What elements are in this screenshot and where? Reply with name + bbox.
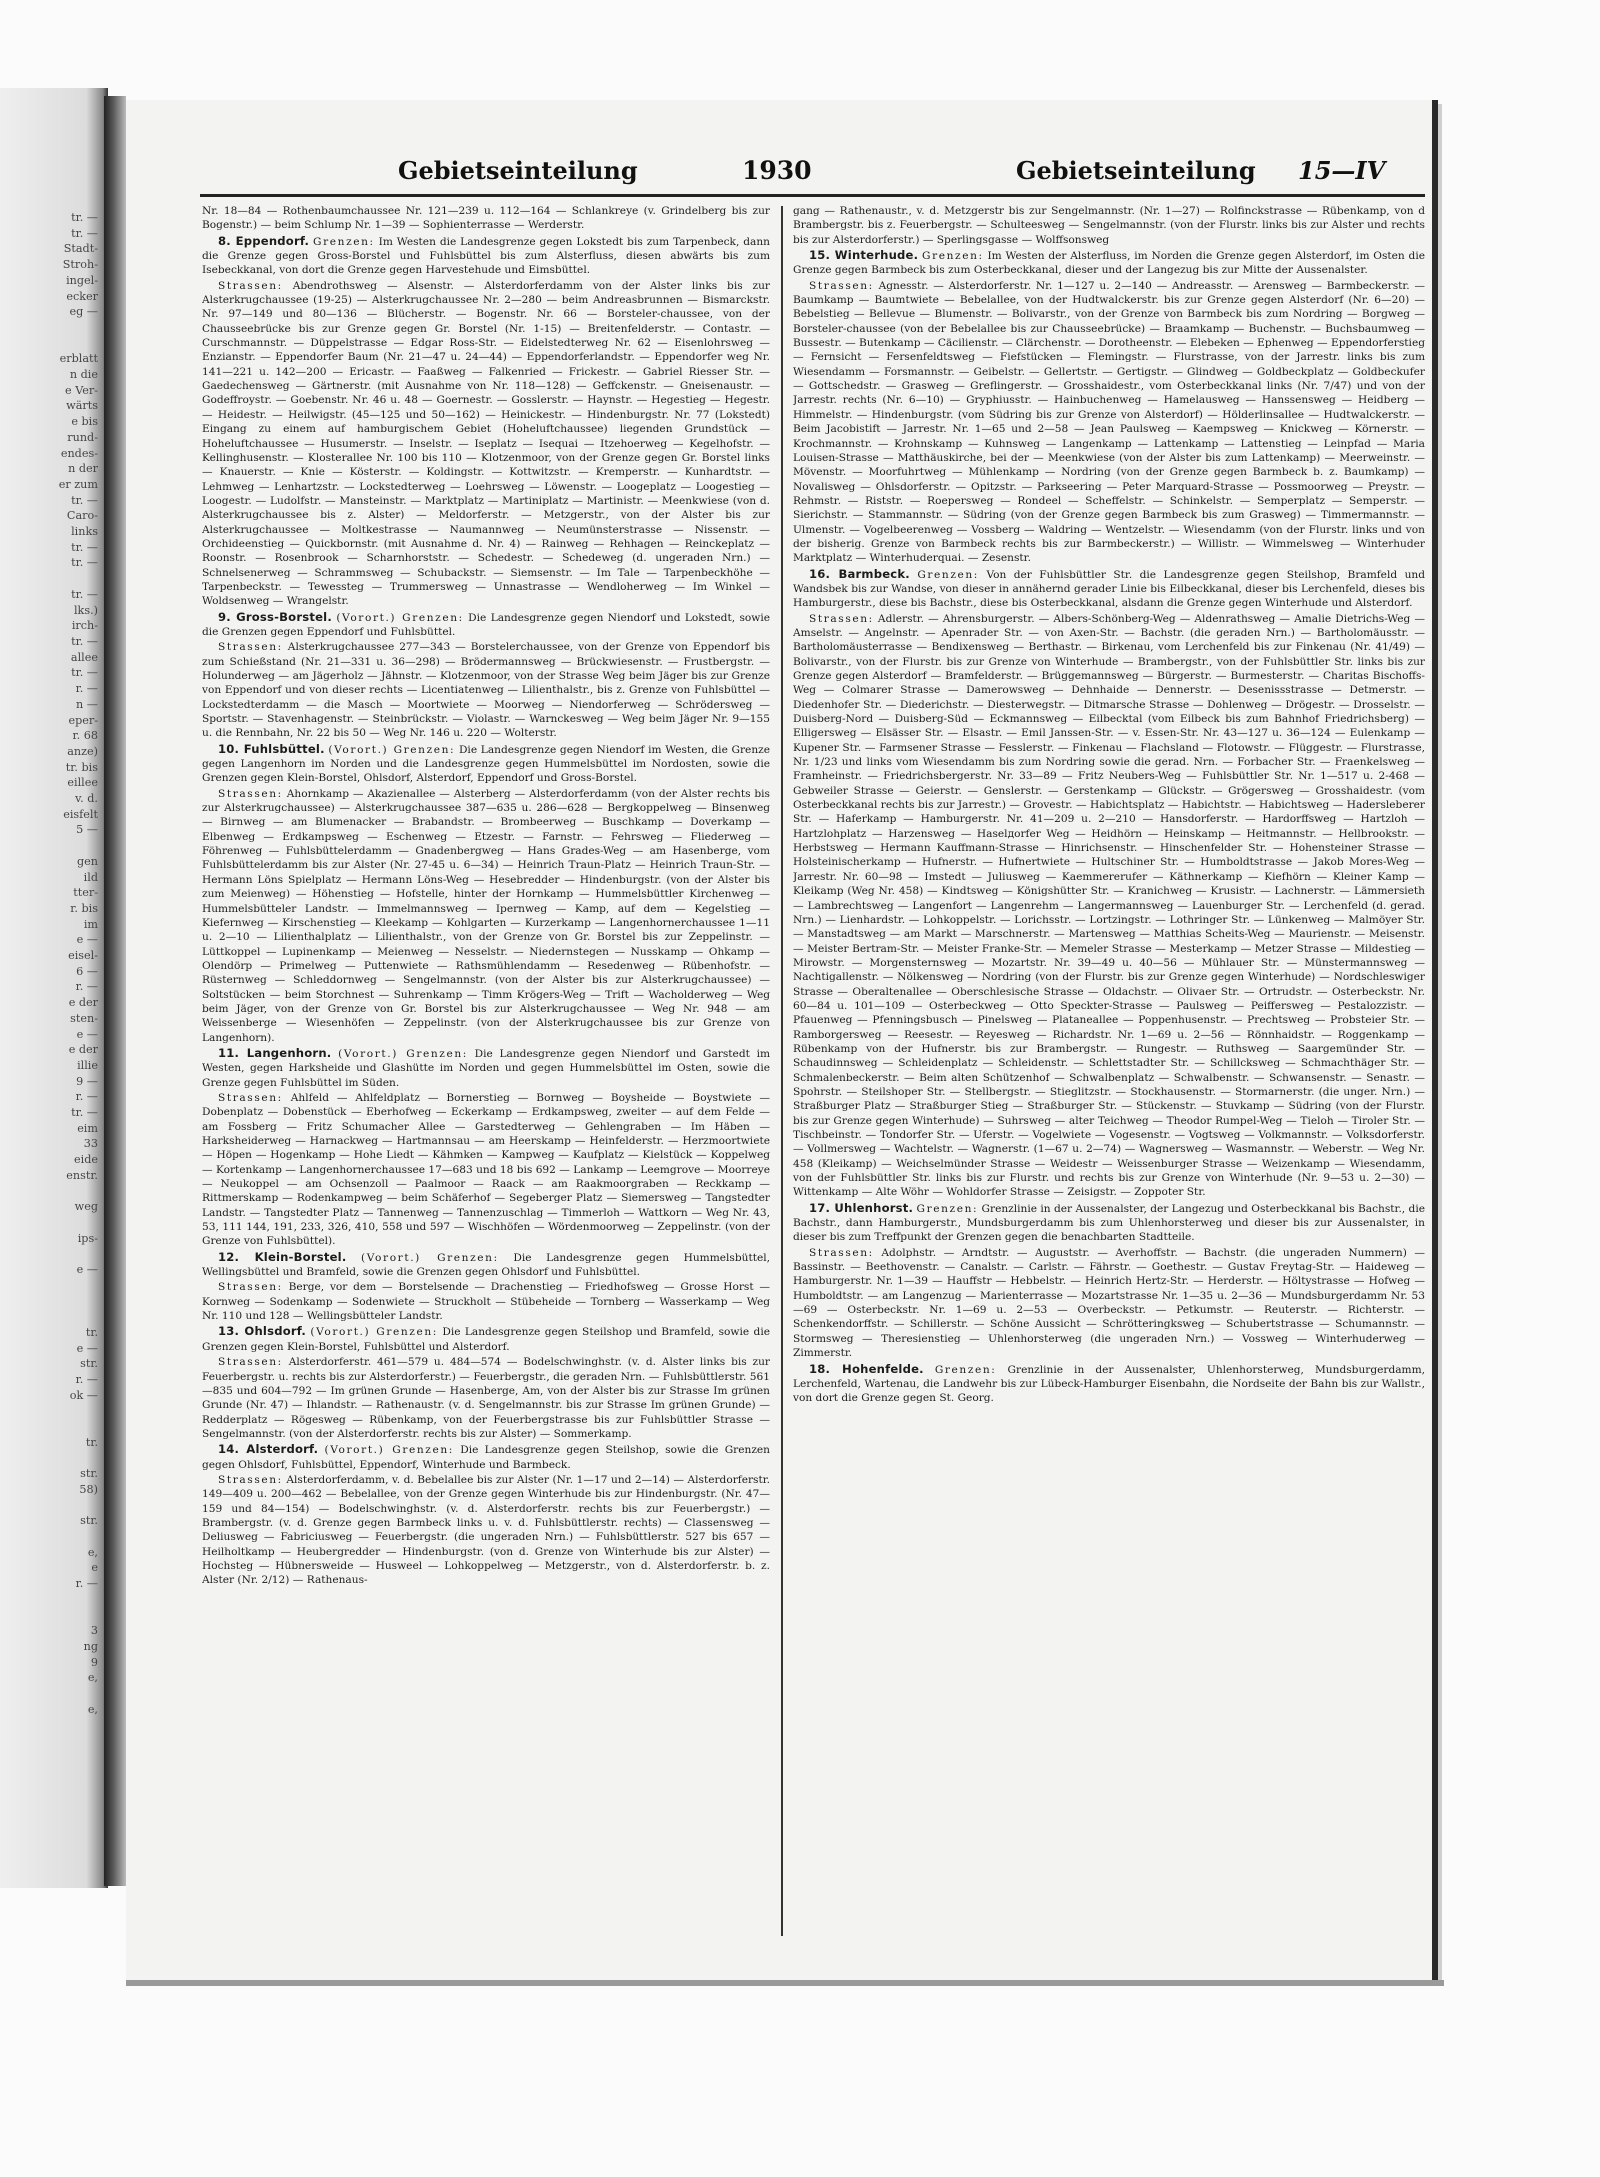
- paragraph-body: Adolphstr. — Arndtstr. — Auguststr. — Averhoffstr. — Bachstr. (die ungeraden Nummern) — Bassinstr. — Beethovenstr. — Canalstr. — Carlstr. — Fährstr. — Goethestr. — Gustav Freytag-Str. — Haideweg — Hamburgerstr. Nr. 1—39 — Hauffstr — Hebbelstr. — Heinrich Hertz-Str. — Herderstr. — Höltystrasse — Hofweg — Humboldtstr. — am Langenzug — Marienterrasse — Mozartstrasse Nr. 1—35 u. 2—36 — Mundsburgerdamm Nr. 53—69 — Osterbeckstr. Nr. 1—69 u. 2—53 — Overbeckstr. — Petkumstr. — Reuterstr. — Richterstr. — Schenkendorffstr. — Schillerstr. — Schöne Aussicht — Schrötteringksweg — Schubertstrasse — Schumannstr. — Stormsweg — Theresienstieg — Uhlenhorsterweg (die ungeraden Nrn.) — Vossweg — Winterhuderweg — Zimmerstr.: [793, 1246, 1425, 1360]
- facing-page-fragment: enstr.: [66, 1168, 98, 1182]
- paragraph-label: (Vorort.) Grenzen:: [361, 1251, 499, 1264]
- paragraph-body: Die Landesgrenze gegen Niendorf und Garstedt im Westen, gegen Harksheide und Glashütte im Norden und gegen Hummelsbüttel im Osten, sowie die Grenze gegen Fuhlsbüttel im Süden.: [202, 1047, 770, 1089]
- paragraph-label: Strassen:: [218, 641, 283, 654]
- paragraph-label: Strassen:: [809, 279, 874, 292]
- paragraph-body: Agnesstr. — Alsterdorferstr. Nr. 1—127 u. 2—140 — Andreasstr. — Arensweg — Barmbeckerstr. — Baumkamp — Baumtwiete — Bebelallee, von der Hudtwalckerstr. bis zur Grenze gegen Alsterdorf (Nr. 6—20) — Bebelstieg — Bellevue — Blumenstr. — Bolivarstr., von der Grenze von Barmbeck bis zum Nordring — Borgweg — Borsteler-chaussee (von der Bebelallee bis zur Chausseebrücke) — Braamkamp — Buchenstr. — Buchsbaumweg — Bussestr. — Butenkamp — Cäcilienstr. — Clärchenstr. — Dorotheenstr. — Elebeken — Ephenweg — Eppendorferstieg — Fernsicht — Fersenfeldtsweg — Fiefstücken — Flemingstr. — Flurstrasse, von der Jarrestr. links bis zum Wiesendamm — Forsmannstr. — Geibelstr. — Gellertstr. — Gertigstr. — Glindweg — Goldbeckplatz — Goldbeckufer — Gottschedstr. — Grasweg — Greflingerstr. — Grosshaidestr., vom Osterbeckkanal links (Nr. 7/47) und von der Jarrestr. rechts (Nr. 6—10) — Gryphiusstr. — Hainbuchenweg — Hamelausweg — Hanssensweg — Heidberg — Himmelstr. — Hindenburgstr. (vom Südring bis zur Grenze von Alsterdorf) — Hölderlinsallee — Hudtwalckerstr. — Beim Jacobistift — Jarrestr. Nr. 1—65 und 2—58 — Jean Paulsweg — Kaempsweg — Knickweg — Körnerstr. — Krochmannstr. — Krohnskamp — Kuhnsweg — Langenkamp — Lattenkamp — Lattenstieg — Leinpfad — Maria Louisen-Strasse — Matthäuskirche, bei der — Meenkwiese (von der Alster bis zum Lattenkamp) — Meerweinstr. — Mövenstr. — Moorfuhrtweg — Mühlenkamp — Nordring (von der Grenze gegen Barmbeck b. z. Baumkamp) — Novalisweg — Ohlsdorferstr. — Opitzstr. — Parkseering — Peter Marquard-Strasse — Possmoorweg — Preystr. — Rehmstr. — Riststr. — Roepersweg — Rondeel — Scheffelstr. — Schinkelstr. — Semperplatz — Semperstr. — Sierichstr. — Stammannstr. — Südring (von der Grenze gegen Barmbeck bis zum Grasweg) — Timmermannstr. — Ulmenstr. — Vogelbeerenweg — Vossberg — Waldring — Wentzelstr. — Wiesendamm (von der Flurstr. links und von der bisherig. Grenze von Barmbeck rechts bis zur Barmbeckerstr.) — Willistr. — Wimmelsweg — Winterhuder Marktplatz — Winterhuderquai. — Zesenstr.: [793, 279, 1425, 565]
- paragraph-label: (Vorort.) Grenzen:: [336, 611, 464, 624]
- facing-page-fragment: [6, 1592, 102, 1608]
- paragraph-body: Abendrothsweg — Alsenstr. — Alsterdorferdamm von der Alster links bis zur Alsterkrugchaussee (19-25) — Alsterkrugchaussee Nr. 2—280 — beim Andreasbrunnen — Bismarckstr. Nr. 97—149 und 80—136 — Blücherstr. — Bogenstr. Nr. 66 — Borsteler-chaussee, von der Chausseebrücke bis zur Grenze gegen Gr. Borstel (Nr. 1-15) — Breitenfelderstr. — Contastr. — Curschmannstr. — Düppelstrasse — Edgar Ross-Str. — Eidelstedterweg Nr. 62 — Eisenlohrsweg — Enzianstr. — Eppendorfer Baum (Nr. 21—47 u. 24—44) — Eppendorferlandstr. — Eppendorfer weg Nr. 141—221 u. 142—200 — Ericastr. — Faaßweg — Falkenried — Frickestr. — Gabriel Riesser Str. — Gaedechensweg — Gärtnerstr. (mit Ausnahme von Nr. 118—128) — Geffckenstr. — Gneisenaustr. — Godeffroystr. — Goebenstr. Nr. 46 u. 48 — Goernestr. — Gosslerstr. — Haynstr. — Hegestieg — Hegestr. — Heidestr. — Heilwigstr. (45—125 und 50—162) — Heinickestr. — Hindenburgstr. Nr. 77 (Lokstedt) Eingang zu einem auf hamburgischem Gebiet (Hoheluftchaussee) liegenden Grundstück — Hoheluftchaussee — Husumerstr. — Inselstr. — Iseplatz — Isequai — Itzehoerweg — Kegelhofstr. — Kellinghusenstr. — Klosterallee Nr. 100 bis 110 — Klotzenmoor, von der Grenze gegen Gr. Borstel links — Knauerstr. — Knie — Kösterstr. — Koldingstr. — Kottwitzstr. — Kremperstr. — Kunhardtstr. — Lehmweg — Lenhartzstr. — Lockstedterweg — Loehrsweg — Löwenstr. — Loogeplatz — Loogestieg — Loogestr. — Ludolfstr. — Mansteinstr. — Marktplatz — Martiniplatz — Martinistr. — Meenkwiese (von d. Alsterkrugchaussee bis z. Alster) — Meldorferstr. — Metzgerstr., von der Alster bis zur Alsterkrugchaussee — Moltkestrasse — Naumannweg — Neumünsterstrasse — Nissenstr. — Orchideenstieg — Quickbornstr. (mit Ausnahme d. Nr. 4) — Rainweg — Rehhagen — Reinckeplatz — Roonstr. — Rosenbrook — Scharnhorststr. — Schedestr. — Schedeweg (d. ungeraden Nrn.) — Schnelsenerweg — Schrammsweg — Schubackstr. — Siemsenstr. — Im Tale — Tarpenbeckhöhe — Tarpenbeckstr. — Tewessteg — Trummersweg — Unnastrasse — Wendloherweg — Im Winkel — Woldsenweg — Wrangelstr.: [202, 279, 770, 608]
- facing-page-fragment: str.: [80, 1467, 98, 1481]
- facing-page-fragment: anze): [67, 744, 98, 758]
- text-paragraph: [793, 612, 1425, 1200]
- facing-page-fragment: wärts: [66, 399, 98, 413]
- facing-page-fragment: [6, 1294, 102, 1310]
- paragraph-label: Grenzen:: [917, 568, 979, 581]
- facing-page-fragment: e —: [76, 1263, 98, 1277]
- paragraph-label: Strassen:: [218, 1473, 283, 1486]
- paragraph-label: Strassen:: [218, 787, 283, 800]
- district-title: 16. Barmbeck.: [809, 566, 910, 581]
- paragraph-label: (Vorort.) Grenzen:: [338, 1047, 468, 1060]
- paragraph-body: gang — Rathenaustr., v. d. Metzgerstr bis zur Sengelmannstr. (Nr. 1—27) — Rolfinckstrasse — Rübenkamp, von d Brambergstr. bis z. Feuerbergstr. — Schulteesweg — Sengelmannstr. (von der Flurstr. links bis zur Alster und rechts bis zur Alsterdorferstr.) — Sperlingsgasse — Wolffsonsweg: [793, 205, 1425, 246]
- district-title: 15. Winterhude.: [809, 248, 919, 263]
- facing-page-fragment: r. —: [75, 1577, 98, 1591]
- paragraph-body: Ahlfeld — Ahlfeldplatz — Bornerstieg — Bornweg — Boysheide — Boystwiete — Dobenplatz — Dobenstück — Eberhofweg — Eckerkamp — Erdkampsweg, zweiter — auf dem Felde — am Fossberg — Fritz Schumacher Allee — Garstedterweg — Gehlengraben — Im Häben — Harksheiderweg — Harnackweg — Hartmannsau — am Heerskamp — Heinfelderstr. — Herzmoortwiete — Höpen — Hogenkamp — Hohe Liedt — Kähmken — Kampweg — Kaufplatz — Kielstück — Koppelweg — Kortenkamp — Langenhornerchaussee 17—683 und 18 bis 692 — Lankamp — Leemgrove — Moorreye — Neukoppel — am Ochsenzoll — Paalmoor — Raack — am Raakmoorgraben — Reckkamp — Rittmerskamp — Rodenkampweg — beim Schäferhof — Segeberger Platz — Siemersweg — Tangstedter Landstr. — Tangstedter Platz — Tannenweg — Tannenzuschlag — Timmerloh — Wattkorn — Weg Nr. 43, 53, 111 144, 191, 233, 326, 410, 558 und 597 — Wischhöfen — Wördenmoorweg — Zeppelinstr. (von der Grenze von Fuhlsbüttel).: [202, 1091, 770, 1248]
- facing-page-fragment: tr.: [85, 1325, 98, 1339]
- paragraph-body: Ahornkamp — Akazienallee — Alsterberg — Alsterdorferdamm (von der Alster rechts bis zur Alsterkrugchaussee) — Alsterkrugchaussee 387—635 u. 286—628 — Bergkoppelweg — Binsenweg — Birnweg — am Blumenacker — Brabandstr. — Brombeerweg — Buschkamp — Doverkamp — Elbenweg — Erdkampsweg — Eschenweg — Etzestr. — Farnstr. — Fehrsweg — Fliederweg — Föhrenweg — Fuhlsbüttelerdamm — Gnadenbergweg — Hans Grades-Weg — am Hasenberge, vom Fuhlsbüttelerdamm bis zur Alster (Nr. 27-45 u. 6—34) — Heinrich Traun-Platz — Heinrich Traun-Str. — Hermann Löns Spielplatz — Hermann Löns-Weg — Hesebredder — Hindenburgstr. (von der Alster bis zum Meienweg) — Höhenstieg — Hofstelle, hinter der Hornkamp — Hummelsbüttler Kirchenweg — Hummelsbütteler Landstr. — Immelmannsweg — Ipernweg — Kamp, auf dem — Kegelstieg — Kiefernweg — Kirschenstieg — Kleekamp — Kohlgarten — Kurzerkamp — Langenhornerchaussee 1—11 u. 2—10 — Lilienthalplatz — Lilienthalstr., von der Grenze von Gr. Borstel bis zur Zeppelinstr. — Lüttkoppel — Lupinenkamp — Meienweg — Nesselstr. — Niedernstegen — Nusskamp — Ohkamp — Olendörp — Primelweg — Puttenwiete — Rathsmühlendamm — Resedenweg — Rübenhofstr. — Rüsternweg — Schleddornweg — Sengelmannstr. (von der Alster bis zur Alsterkrugchaussee) — Soltstücken — beim Storchnest — Suhrenkamp — Timm Krögers-Weg — Trift — Wacholderweg — Weg beim Jäger, von der Grenze von Gr. Borstel bis zur Alsterkrugchaussee — Weg Nr. 948 — am Weissenberge — Wiesenhöfen — Zeppelinstr. (von der Alsterkrugchaussee bis zur Grenze von Langenhorn).: [202, 787, 770, 1044]
- facing-page-fragment: 58): [79, 1482, 98, 1496]
- paragraph-label: Strassen:: [218, 1091, 283, 1104]
- page-number: 15—IV: [1298, 156, 1386, 185]
- paragraph-label: Strassen:: [218, 1356, 283, 1369]
- facing-page-fragment: n der: [68, 462, 98, 476]
- facing-page-fragment: [6, 1498, 102, 1514]
- facing-page-fragment: e der: [68, 1043, 98, 1057]
- paragraph-label: (Vorort.) Grenzen:: [328, 743, 456, 756]
- paragraph-label: Grenzen:: [916, 1202, 979, 1215]
- facing-page-fragment: 6 —: [76, 964, 98, 978]
- text-paragraph: [202, 1324, 770, 1354]
- facing-page-fragment: [6, 1419, 102, 1435]
- facing-page-fragment: rund-: [67, 430, 98, 444]
- right-column: [793, 204, 1425, 1930]
- page-bottom-edge: [126, 1980, 1444, 1986]
- paragraph-label: (Vorort.) Grenzen:: [310, 1326, 438, 1339]
- facing-page-fragment: ng: [83, 1639, 98, 1653]
- facing-page-fragment: ok —: [69, 1388, 98, 1402]
- text-paragraph: [202, 610, 770, 640]
- district-title: 12. Klein-Borstel.: [218, 1249, 347, 1264]
- header-rule: [200, 194, 1425, 197]
- facing-page-fragment: [6, 838, 102, 854]
- facing-page-fragment: tr. —: [71, 226, 98, 240]
- facing-page-fragment: [6, 1451, 102, 1467]
- facing-page-fragment: eillee: [67, 776, 98, 790]
- facing-page-fragment: e,: [87, 1671, 98, 1685]
- text-paragraph: [793, 248, 1425, 278]
- facing-page-fragment: eide: [74, 1153, 98, 1167]
- paragraph-body: Im Westen der Alsterfluss, im Norden die Grenze gegen Alsterdorf, im Osten die Grenze gegen Barmbeck bis zum Osterbeckkanal, dieser und der Langezug bis zur Mitte der Aussenalster.: [793, 250, 1425, 277]
- paragraph-label: (Vorort.) Grenzen:: [324, 1444, 454, 1457]
- text-paragraph: [202, 234, 770, 278]
- facing-page-fragment: [6, 1184, 102, 1200]
- facing-page-fragment: tr. —: [71, 634, 98, 648]
- facing-page-fragment: tr. —: [71, 1106, 98, 1120]
- text-paragraph: [202, 1091, 770, 1249]
- paragraph-body: Alsterdorferstr. 461—579 u. 484—574 — Bodelschwinghstr. (v. d. Alster links bis zur Feuerbergstr. u. rechts bis zur Alsterdorferstr.) — Feuerbergstr., die geraden Nrn. — Fuhlsbüttlerstr. 561—835 und 604—792 — Im grünen Grunde — Hasenberge, Am, von der Alster bis zur Strasse Im grünen Grunde (Nr. 47) — Ihlandstr. — Rathenaustr. (v. d. Sengelmannstr. bis zur Strasse Im grünen Grunde) — Redderplatz — Rögesweg — Rübenkamp, von der Feuerbergstrasse bis zur Fuhlsbüttler Strasse — Sengelmannstr. (von der Alsterdorferstr. rechts bis zur Alster) — Sommerkamp.: [202, 1356, 770, 1440]
- text-paragraph: [202, 1250, 770, 1280]
- facing-page-fragment: tr. —: [71, 587, 98, 601]
- facing-page-fragment: [6, 1246, 102, 1262]
- running-head-right: Gebietseinteilung: [1016, 156, 1256, 185]
- paragraph-label: Strassen:: [218, 1281, 283, 1294]
- running-head-left: Gebietseinteilung: [398, 156, 638, 185]
- text-paragraph: [202, 640, 770, 740]
- facing-page-fragment: Stroh-: [62, 258, 98, 272]
- paragraph-label: Strassen:: [809, 1246, 874, 1259]
- facing-page-fragment: e Ver-: [65, 383, 98, 397]
- district-title: 8. Eppendorf.: [218, 233, 310, 248]
- year: 1930: [742, 156, 812, 185]
- facing-page-fragment: [6, 1403, 102, 1419]
- facing-page-fragment: tter-: [73, 886, 98, 900]
- district-title: 9. Gross-Borstel.: [218, 609, 332, 624]
- facing-page-fragment: r. —: [75, 980, 98, 994]
- paragraph-body: Die Landesgrenze gegen Niendorf und Lokstedt, sowie die Grenzen gegen Eppendorf und Fuhlsbüttel.: [202, 611, 770, 638]
- facing-page-fragment: eg —: [69, 305, 98, 319]
- facing-page-fragment: ecker: [66, 289, 98, 303]
- facing-page-fragment: str.: [80, 1514, 98, 1528]
- facing-page-fragment: n —: [76, 697, 98, 711]
- facing-page-fragment: im: [83, 917, 98, 931]
- district-title: 14. Alsterdorf.: [218, 1442, 319, 1457]
- paragraph-body: Grenzlinie in der Aussenalster, der Langezug und Osterbeckkanal bis Bachstr., die Bachstr., dann Hamburgerstr., Mundsburgerdamm bis zum Uhlenhorsterweg und dieser bis zur Aussenalster, in dieser bis zum Treffpunkt der Grenzen gegen die benachbarten Stadtteile.: [793, 1202, 1425, 1244]
- paragraph-body: Die Landesgrenze gegen Steilshop und Bramfeld, sowie die Grenzen gegen Klein-Borstel, Fuhlsbüttel und Alsterdorf.: [202, 1326, 770, 1353]
- paragraph-label: Grenzen:: [313, 235, 375, 248]
- facing-page-fragment: [6, 1686, 102, 1702]
- text-paragraph: [202, 1355, 770, 1441]
- district-title: 18. Hohenfelde.: [809, 1361, 924, 1376]
- facing-page-fragment: Stadt-: [63, 242, 98, 256]
- facing-page-fragment: ips-: [77, 1231, 98, 1245]
- text-paragraph: [793, 567, 1425, 611]
- left-column: [202, 204, 770, 1960]
- facing-page-fragment: eisel-: [68, 949, 98, 963]
- facing-page-fragment: 9: [90, 1655, 98, 1669]
- text-paragraph: [793, 1201, 1425, 1245]
- text-paragraph: [793, 204, 1425, 247]
- facing-page-fragment: 5 —: [76, 823, 98, 837]
- district-title: 13. Ohlsdorf.: [218, 1324, 306, 1339]
- facing-page-fragment: [6, 571, 102, 587]
- facing-page-fragment: r. —: [75, 1090, 98, 1104]
- facing-page-fragment: weg: [74, 1200, 98, 1214]
- paragraph-label: Strassen:: [218, 279, 283, 292]
- facing-page-fragment: tr. —: [71, 556, 98, 570]
- paragraph-label: Grenzen:: [934, 1363, 997, 1376]
- facing-page-fragment: r. —: [75, 1373, 98, 1387]
- facing-page-fragment: 9 —: [76, 1074, 98, 1088]
- facing-page-fragment: str.: [80, 1357, 98, 1371]
- facing-page-fragment: [6, 1608, 102, 1624]
- facing-page-fragment: e,: [87, 1702, 98, 1716]
- facing-page-fragment: ingel-: [66, 273, 98, 287]
- text-paragraph: [202, 279, 770, 609]
- book-gutter-shadow: [104, 96, 126, 1886]
- facing-page-fragment: irch-: [71, 619, 98, 633]
- facing-page-fragment: lks.): [73, 603, 98, 617]
- facing-page-fragment: r. —: [75, 682, 98, 696]
- column-divider: [781, 206, 783, 1936]
- facing-page-fragment: r. 68: [72, 729, 98, 743]
- facing-page-fragment: e —: [76, 1341, 98, 1355]
- text-paragraph: [793, 1362, 1425, 1406]
- facing-page-fragment: e: [91, 1561, 98, 1575]
- facing-page-fragment: erblatt: [59, 352, 98, 366]
- district-title: 11. Langenhorn.: [218, 1045, 332, 1060]
- text-paragraph: [202, 204, 770, 233]
- text-paragraph: [202, 1280, 770, 1323]
- facing-page-fragment: allee: [70, 650, 98, 664]
- paragraph-body: Die Landesgrenze gegen Steilshop, sowie die Grenzen gegen Ohlsdorf, Fuhlsbüttel, Eppendorf, Winterhude und Barmbeck.: [202, 1444, 770, 1471]
- district-title: 10. Fuhlsbüttel.: [218, 741, 325, 756]
- text-paragraph: [202, 787, 770, 1045]
- facing-page-fragment: ild: [83, 870, 98, 884]
- facing-page-fragment: [6, 320, 102, 336]
- text-paragraph: [202, 1046, 770, 1090]
- facing-page-fragment: endes-: [60, 446, 98, 460]
- facing-page-fragment: n die: [69, 368, 98, 382]
- text-paragraph: [202, 742, 770, 786]
- text-paragraph: [793, 279, 1425, 566]
- facing-page-fragment: eper-: [68, 713, 98, 727]
- paragraph-body: Im Westen die Landesgrenze gegen Lokstedt bis zum Tarpenbeck, dann die Grenze gegen Gross-Borstel und Fuhlsbüttel bis zum Alsterfluss, diesen abwärts bis zum Isebeckkanal, von dort die Grenze gegen Harvestehude und Eimsbüttel.: [202, 235, 770, 277]
- paragraph-body: Nr. 18—84 — Rothenbaumchaussee Nr. 121—239 u. 112—164 — Schlankreye (v. Grindelberg bis zur Bogenstr.) — beim Schlump Nr. 1—39 — Sophienterrasse — Werderstr.: [202, 205, 770, 232]
- text-paragraph: [202, 1473, 770, 1588]
- paragraph-body: Von der Fuhlsbüttler Str. die Landesgrenze gegen Steilshop, Bramfeld und Wandsbek bis zur Wandse, von dieser in annähernd gerader Linie bis Eilbeckkanal, dieser bis Lerchenfeld, dieses bis Hamburgerstr., diese bis Bachstr., diese bis Osterbeckkanal, alsdann die Grenze gegen Winterhude und Alsterdorf.: [793, 568, 1425, 610]
- text-paragraph: [202, 1442, 770, 1472]
- facing-page-fragment: tr. —: [71, 211, 98, 224]
- facing-page-fragment: r. bis: [70, 901, 98, 915]
- facing-page-fragment: sten-: [70, 1011, 98, 1025]
- facing-page-fragment: 33: [83, 1137, 98, 1151]
- facing-page-fragment: er zum: [58, 477, 98, 491]
- facing-page-fragment: [6, 1529, 102, 1545]
- facing-page-fragment: [6, 336, 102, 352]
- facing-page-fragment: tr. —: [71, 493, 98, 507]
- text-paragraph: [793, 1246, 1425, 1361]
- facing-page-fragment: e —: [76, 1027, 98, 1041]
- paragraph-body: Adlerstr. — Ahrensburgerstr. — Albers-Schönberg-Weg — Aldenrathsweg — Amalie Dietrichs-Weg — Amselstr. — Angelnstr. — Apenrader Str. — von Axen-Str. — Bachstr. (die geraden Nrn.) — Bartholomäusstr. — Bartholomäusterrasse — Bendixensweg — Berthastr. — Birkenau, vom Lerchenfeld bis zur Finkenau (Nr. 41/49) — Bolivarstr., von der Flurstr. bis zur Grenze von Winterhude — Brambergstr., von der Fuhlsbüttler Str. links bis zur Grenze gegen Alsterdorf — Bramfelderstr. — Brüggemannsweg — Bürgerstr. — Burmesterstr. — Charitas Bischoffs-Weg — Colmarer Strasse — Damerowsweg — Dehnhaide — Dennerstr. — Desenissstrasse — Detmerstr. — Diedenhofer Str. — Diederichstr. — Diesterwegstr. — Ditmarsche Strasse — Dohlenweg — Drögestr. — Drosselstr. — Duisberg-Nord — Duisberg-Süd — Eckmannsweg — Eilbecktal (vom Eilbeck bis zum Bahnhof Friedrichsberg) — Elligersweg — Elsässer Str. — Elsastr. — Emil Janssen-Str. — v. Essen-Str. Nr. 43—127 u. 36—124 — Eulenkamp — Kupener Str. — Farmsener Strasse — Fesslerstr. — Finkenau — Flachsland — Flotowstr. — Flüggestr. — Flurstrasse, Nr. 1/23 und links vom Wiesendamm bis zum Nordring sowie die gerad. Nrn. — Forbacher Str. — Fraenkelsweg — Framheinstr. — Friedrichsbergerstr. Nr. 33—89 — Fritz Neubers-Weg — Fuhlsbüttler Str. Nr. 1—517 u. 2-468 — Gebweiler Strasse — Geierstr. — Genslerstr. — Gerstenkamp — Glückstr. — Grögersweg — Grosshaidestr. (vom Osterbeckkanal rechts bis zur Jarrestr.) — Grovestr. — Habichtsplatz — Habichtstr. — Habichtsweg — Hadersleberer Str. — Haferkamp — Hamburgerstr. Nr. 41—209 u. 2—210 — Hansdorferstr. — Hardorffsweg — Hartzloh — Hartzlohplatz — Harzensweg — Haselдorfer Weg — Heidhörn — Heinskamp — Heitmannstr. — Hellbrookstr. — Herbstsweg — Hermann Kauffmann-Strasse — Hinrichsenstr. — Hinschenfelder Str. — Hohensteiner Strasse — Holsteinischerkamp — Hufnerstr. — Hufnertwiete — Hultschiner Str. — Humboldtstrasse — Jakob Mores-Weg — Jarrestr. Nr. 60—98 — Imstedt — Juliusweg — Kaemmererufer — Käthnerkamp — Kiefhörn — Kleiner Kamp — Kleikamp (Weg Nr. 458) — Kindtsweg — Königshütter Str. — Kranichweg — Krusistr. — Lachnerstr. — Lämmersieth — Lambrechtsweg — Langenfort — Langenrehm — Langermannsweg — Lauenburger Str. — Lerchenfeld (d. gerad. Nrn.) — Lienhardstr. — Lohkoppelstr. — Lorichsstr. — Lortzingstr. — Lothringer Str. — Lünkenweg — Malmöyer Str. — Manstadtsweg — am Markt — Marschnerstr. — Martensweg — Matthias Scheits-Weg — Maurienstr. — Meisenstr. — Meister Bertram-Str. — Meister Franke-Str. — Memeler Strasse — Mesterkamp — Metzer Strasse — Mildestieg — Mirowstr. — Morgensternsweg — Mozartstr. Nr. 39—49 u. 40—56 — Mühlauer Str. — Münstermannsweg — Nachtigallenstr. — Nölkensweg — Nordring (von der Flurstr. bis zur Grenze gegen Winterhude) — Nordschleswiger Strasse — Oberaltenallee — Oberschlesische Strasse — Oldachstr. — Olivaer Str. — Ortrudstr. — Osterbeckstr. Nr. 60—84 u. 101—109 — Osterbeckweg — Otto Speckter-Strasse — Paulsweg — Peiffersweg — Pestalozzistr. — Pfauenweg — Pfenningsbusch — Pinelsweg — Plataneallee — Poppenhusenstr. — Prechtsweg — Probsteier Str. — Ramborgersweg — Reesestr. — Reyesweg — Richardstr. Nr. 1—69 u. 2—56 — Rönnhaidstr. — Roggenkamp — Rübenkamp von der Hufnerstr. bis zur Brambergstr. — Rungestr. — Ruthsweg — Saargemünder Str. — Schaudinnsweg — Schleidenplatz — Schleidenstr. — Schlettstadter Str. — Schillcksweg — Schmachthäger Str. — Schmalenbeckerstr. — Beim alten Schützenhof — Schwalbenplatz — Schwalbenstr. — Schwansenstr. — Senastr. — Spohrstr. — Steilshoper Str. — Stellbergstr. — Stieglitzstr. — Stockhausenstr. — Stormarnerstr. (die unger. Nrn.) — Straßburger Platz — Straßburger Stieg — Straßburger Str. — Stückenstr. — Stuvkamp — Südring (von der Flurstr. bis zur Grenze gegen Winterhude) — Suhrsweg — alter Teichweg — Theodor Rumpel-Weg — Tieloh — Tiroler Str. — Tischbeinstr. — Tondorfer Str. — Uferstr. — Vogelwiete — Vogesenstr. — Vogtsweg — Volkmannstr. — Volksdorferstr. — Vollmersweg — Wachtelstr. — Wagnerstr. (1—67 u. 2—74) — Wagnersweg — Wasmannstr. — Weberstr. — Weg Nr. 458 (Kleikamp) — Weichselmünder Strasse — Weidestr — Weissenburger Strasse — Weizenkamp — Wiesendamm, von der Fuhlsbüttler Str. links bis zur Flurstr. und rechts bis zur Grenze von Winterhude (Nr. 9—53 u. 2—30) — Wittenkamp — Alte Wöhr — Wohldorfer Strasse — Zeisigstr. — Zoppoter Str.: [793, 612, 1425, 1199]
- facing-page-fragment: tr. —: [71, 666, 98, 680]
- facing-page-fragment: tr. bis: [65, 760, 98, 774]
- facing-page-fragment: 3: [90, 1624, 98, 1638]
- facing-page-fragment: e der: [68, 996, 98, 1010]
- paragraph-body: Die Landesgrenze gegen Hummelsbüttel, Wellingsbüttel und Bramfeld, sowie die Grenzen gegen Ohlsdorf und Fuhlsbüttel.: [202, 1251, 770, 1279]
- facing-page-fragment: tr.: [85, 1435, 98, 1449]
- facing-page-fragment: eisfelt: [63, 807, 98, 821]
- paragraph-body: Berge, vor dem — Borstelsende — Drachenstieg — Friedhofsweg — Grosse Horst — Kornweg — Sodenkamp — Sodenwiete — Struckholt — Stübeheide — Tornberg — Wasserkamp — Weg Nr. 110 und 128 — Wellingsbütteler Landstr.: [202, 1281, 770, 1323]
- paragraph-body: Die Landesgrenze gegen Niendorf im Westen, die Grenze gegen Langenhorn im Norden und die Landesgrenze gegen Hummelsbüttel im Nordosten, sowie die Grenzen gegen Klein-Borstel, Ohlsdorf, Alsterdorf, Eppendorf und Gross-Borstel.: [202, 743, 770, 785]
- facing-page-fragment: e bis: [71, 415, 98, 429]
- facing-page-fragment: v. d.: [75, 792, 98, 806]
- facing-page-fragment: [6, 1215, 102, 1231]
- paragraph-body: Alsterkrugchaussee 277—343 — Borstelerchaussee, von der Grenze von Eppendorf bis zum Schießstand (Nr. 21—331 u. 36—298) — Brödermannsweg — Brückwiesenstr. — Frustbergstr. — Holunderweg — am Jägerholz — Jähnstr. — Klotzenmoor, von der Strasse Weg beim Jäger bis zur Grenze von Eppendorf und von dieser rechts — Licentiatenweg — Lilienthalstr., bis z. Grenze von Fuhlsbüttel — Lockstedterdamm — die Masch — Moortwiete — Moorweg — Niendorferweg — Schrödersweg — Sportstr. — Stavenhagenstr. — Steinbrückstr. — Violastr. — Warnckesweg — Weg beim Jäger Nr. 9—155 u. die Rennbahn, Nr. 22 bis 50 — Weg Nr. 146 u. 220 — Wolterstr.: [202, 641, 770, 740]
- facing-page-fragment: [6, 1278, 102, 1294]
- facing-page-fragment: eim: [77, 1121, 98, 1135]
- facing-page-fragment: e —: [76, 933, 98, 947]
- facing-page-fragment: e,: [87, 1545, 98, 1559]
- facing-page-fragment: [6, 1309, 102, 1325]
- facing-page-fragment: tr. —: [71, 540, 98, 554]
- paragraph-body: Alsterdorferdamm, v. d. Bebelallee bis zur Alster (Nr. 1—17 und 2—14) — Alsterdorferstr. 149—409 u. 200—462 — Bebelallee, von der Grenze gegen Winterhude bis zur Hindenburgstr. (Nr. 47—159 und 84—154) — Bodelschwinghstr. (v. d. Alsterdorferstr. rechts bis zur Feuerbergstr.) — Brambergstr. (v. d. Grenze gegen Barmbeck links u. v. d. Fuhlsbüttlerstr. rechts) — Classensweg — Deliusweg — Fabriciusweg — Feuerbergstr. (die ungeraden Nrn.) — Fuhlsbüttlerstr. 527 bis 657 — Heilholtkamp — Heubergredder — Hindenburgstr. (von d. Grenze von Winterhude bis zur Alster) — Hochsteg — Hübnersweide — Husweel — Lohkoppelweg — Metzgerstr., von d. Alsterdorferstr. b. z. Alster (Nr. 2/12) — Rathenaus-: [202, 1473, 770, 1587]
- facing-page-fragment: gen: [77, 854, 98, 868]
- facing-page-fragment: Caro-: [66, 509, 98, 523]
- paragraph-label: Grenzen:: [922, 250, 984, 263]
- facing-page-text-fragments: [6, 210, 102, 1860]
- facing-page-fragment: illie: [77, 1058, 98, 1072]
- paragraph-body: Grenzlinie in der Aussenalster, Uhlenhorsterweg, Mundsburgerdamm, Lerchenfeld, Wartenau, die Landwehr bis zur Lübeck-Hamburger Eisenbahn, die Nordseite der Bahn bis zur Wallstr., von dort die Grenze gegen St. Georg.: [793, 1363, 1425, 1405]
- facing-page-fragment: links: [71, 525, 98, 539]
- district-title: 17. Uhlenhorst.: [809, 1200, 914, 1215]
- paragraph-label: Strassen:: [809, 612, 874, 625]
